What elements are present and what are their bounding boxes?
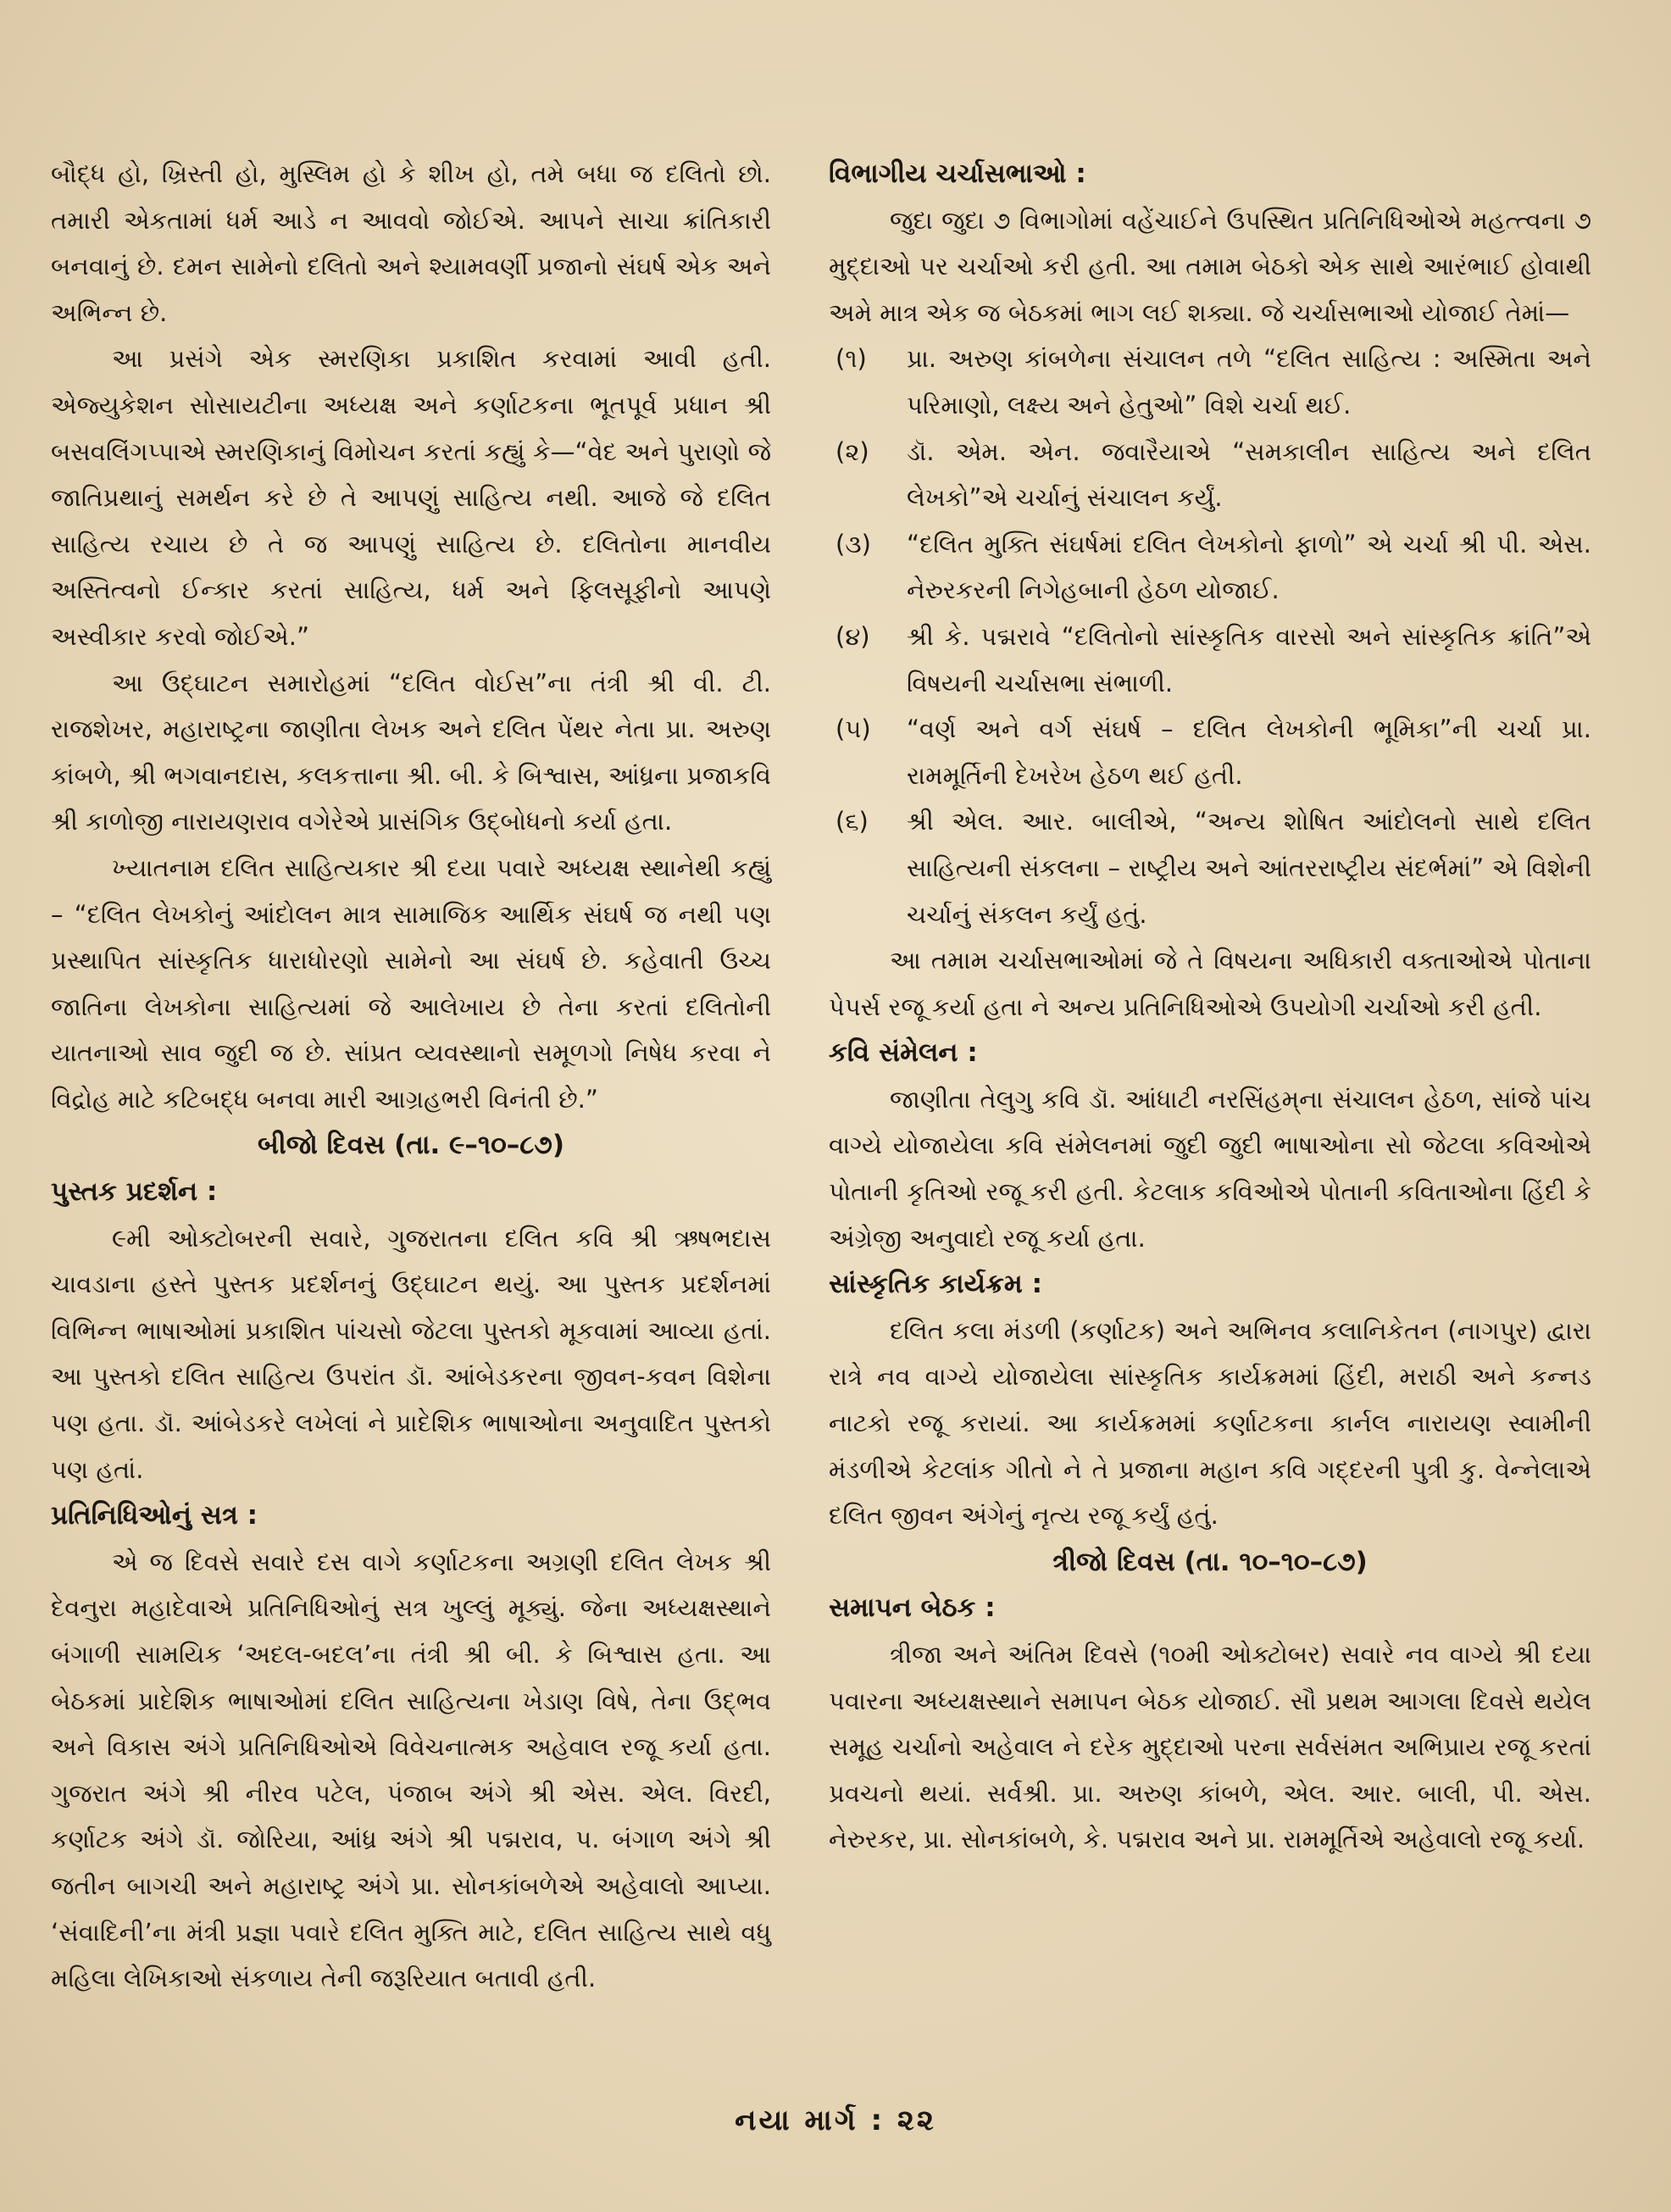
- seminars-intro: જુદા જુદા ૭ વિભાગોમાં વહેંચાઈને ઉપસ્થિત પ્રતિનિધિઓએ મહત્ત્વના ૭ મુદ્દાઓ પર ચર્ચાઓ કરી હતી. આ તમામ બેઠકો એક સાથે આરંભાઈ હોવાથી અમે માત્ર એક જ બેઠકમાં ભાગ લઈ શક્યા. જે ચર્ચાસભાઓ યોજાઈ તેમાં—: [829, 205, 1591, 327]
- list-item-number: (૨): [836, 436, 869, 466]
- list-item-text: ડૉ. એમ. એન. જવારૈયાએ “સમકાલીન સાહિત્ય અને દલિત લેખકો”એ ચર્ચાનું સંચાલન કર્યું.: [907, 436, 1591, 513]
- list-item: [829, 336, 1591, 428]
- list-item-text: “દલિત મુક્તિ સંઘર્ષમાં દલિત લેખકોનો ફાળો” એ ચર્ચા શ્રી પી. એસ. નેરુરકરની નિગેહબાની હેઠળ યોજાઈ.: [907, 529, 1591, 605]
- list-item: [829, 706, 1591, 798]
- book-exhibition-heading: પુસ્તક પ્રદર્શન :: [51, 1176, 218, 1208]
- list-item-number: (૧): [836, 344, 867, 374]
- cultural-program-paragraph: દલિત કલા મંડળી (કર્ણાટક) અને અભિનવ કલાનિકેતન (નાગપુર) દ્વારા રાત્રે નવ વાગ્યે યોજાયેલા સાંસ્કૃતિક કાર્યક્રમમાં હિંદી, મરાઠી અને કન્નડ નાટકો રજૂ કરાયાં. આ કાર્યક્રમમાં કર્ણાટકના કાર્નલ નારાયણ સ્વામીની મંડળીએ કેટલાંક ગીતો ને તે પ્રજાના મહાન કવિ ગદ્દરની પુત્રી કુ. વેન્નેલાએ દલિત જીવન અંગેનું નૃત્ય રજૂ કર્યું હતું.: [829, 1315, 1591, 1531]
- closing-session-heading: સમાપન બેઠક :: [829, 1592, 996, 1624]
- list-item-text: શ્રી એલ. આર. બાલીએ, “અન્ય શોષિત આંદોલનો સાથે દલિત સાહિત્યની સંકલના – રાષ્ટ્રીય અને આંતરરાષ્ટ્રીય સંદર્ભમાં” એ વિશેની ચર્ચાનું સંકલન કર્યું હતું.: [907, 807, 1591, 929]
- list-item-text: પ્રા. અરુણ કાંબળેના સંચાલન તળે “દલિત સાહિત્ય : અસ્મિતા અને પરિમાણો, લક્ષ્ય અને હેતુઓ” વિશે ચર્ચા થઈ.: [907, 344, 1591, 420]
- list-item-number: (૪): [836, 621, 870, 651]
- poets-meet-heading: કવિ સંમેલન :: [829, 1037, 978, 1069]
- day-two-heading: બીજો દિવસ (તા. ૯–૧૦–૮૭): [257, 1130, 565, 1161]
- list-item-number: (૩): [836, 529, 871, 559]
- delegates-session-heading: પ્રતિનિધિઓનું સત્ર :: [51, 1500, 258, 1531]
- delegates-session-paragraph: એ જ દિવસે સવારે દસ વાગે કર્ણાટકના અગ્રણી દલિત લેખક શ્રી દેવનુરા મહાદેવાએ પ્રતિનિધિઓનું સત્ર ખુલ્લું મૂક્યું. જેના અધ્યક્ષસ્થાને બંગાળી સામયિક ‘અદલ-બદલ’ના તંત્રી શ્રી બી. કે બિશ્વાસ હતા. આ બેઠકમાં પ્રાદેશિક ભાષાઓમાં દલિત સાહિત્યના ખેડાણ વિષે, તેના ઉદ્‌ભવ અને વિકાસ અંગે પ્રતિનિધિઓએ વિવેચનાત્મક અહેવાલ રજૂ કર્યા હતા. ગુજરાત અંગે શ્રી નીરવ પટેલ, પંજાબ અંગે શ્રી એસ. એલ. વિરદી, કર્ણાટક અંગે ડૉ. જોરિયા, આંધ્ર અંગે શ્રી પદ્મરાવ, પ. બંગાળ અંગે શ્રી જતીન બાગચી અને મહારાષ્ટ્ર અંગે પ્રા. સોનકાંબળેએ અહેવાલો આપ્યા. ‘સંવાદિની’ના મંત્રી પ્રજ્ઞા પવારે દલિત મુક્તિ માટે, દલિત સાહિત્ય સાથે વધુ મહિલા લેખિકાઓ સંકળાય તેની જરૂરિયાત બતાવી હતી.: [51, 1547, 772, 1993]
- closing-session-paragraph: ત્રીજા અને અંતિમ દિવસે (૧૦મી ઓક્ટોબર) સવારે નવ વાગ્યે શ્રી દયા પવારના અધ્યક્ષસ્થાને સમાપન બેઠક યોજાઈ. સૌ પ્રથમ આગલા દિવસે થયેલ સમૂહ ચર્ચાનો અહેવાલ ને દરેક મુદ્દાઓ પરના સર્વસંમત અભિપ્રાય રજૂ કરતાં પ્રવચનો થયાં. સર્વશ્રી. પ્રા. અરુણ કાંબળે, એલ. આર. બાલી, પી. એસ. નેરુરકર, પ્રા. સોનકાંબળે, કે. પદ્મરાવ અને પ્રા. રામમૂર્તિએ અહેવાલો રજૂ કર્યા.: [829, 1640, 1591, 1854]
- day-three-heading: ત્રીજો દિવસ (તા. ૧૦–૧૦–૮૭): [1052, 1546, 1368, 1577]
- list-item-text: શ્રી કે. પદ્મરાવે “દલિતોનો સાંસ્કૃતિક વારસો અને સાંસ્કૃતિક ક્રાંતિ”એ વિષયની ચર્ચાસભા સંભાળી.: [907, 621, 1591, 698]
- list-item-number: (૫): [836, 714, 871, 744]
- right-column: [829, 151, 1591, 1863]
- seminar-list: [829, 336, 1591, 937]
- left-column: [51, 151, 771, 2002]
- souvenir-paragraph: આ પ્રસંગે એક સ્મરણિકા પ્રકાશિત કરવામાં આવી હતી. એજ્યુકેશન સોસાયટીના અધ્યક્ષ અને કર્ણાટકના ભૂતપૂર્વ પ્રધાન શ્રી બસવલિંગપ્પાએ સ્મરણિકાનું વિમોચન કરતાં કહ્યું કે—“વેદ અને પુરાણો જે જાતિપ્રથાનું સમર્થન કરે છે તે આપણું સાહિત્ય નથી. આજે જે દલિત સાહિત્ય રચાય છે તે જ આપણું સાહિત્ય છે. દલિતોના માનવીય અસ્તિત્વનો ઈન્કાર કરતાં સાહિત્ય, ધર્મ અને ફિલસૂફીનો આપણે અસ્વીકાર કરવો જોઈએ.”: [51, 344, 771, 651]
- page-footer: નયા માર્ગ : ૨૨: [735, 2104, 936, 2137]
- intro-paragraph: બૌદ્ધ હો, ખ્રિસ્તી હો, મુસ્લિમ હો કે શીખ હો, તમે બધા જ દલિતો છો. તમારી એકતામાં ધર્મ આડે ન આવવો જોઈએ. આપને સાચા ક્રાંતિકારી બનવાનું છે. દમન સામેનો દલિતો અને શ્યામવર્ણી પ્રજાનો સંઘર્ષ એક અને અભિન્ન છે.: [51, 159, 771, 327]
- poets-meet-paragraph: જાણીતા તેલુગુ કવિ ડૉ. આંધાટી નરસિંહમ્‌ના સંચાલન હેઠળ, સાંજે પાંચ વાગ્યે યોજાયેલા કવિ સંમેલનમાં જુદી જુદી ભાષાઓના સો જેટલા કવિઓએ પોતાની કૃતિઓ રજૂ કરી હતી. કેટલાક કવિઓએ પોતાની કવિતાઓના હિંદી કે અંગ્રેજી અનુવાદો રજૂ કર્યા હતા.: [829, 1084, 1591, 1253]
- list-item: [829, 429, 1591, 521]
- seminars-heading: વિભાગીય ચર્ચાસભાઓ :: [829, 158, 1086, 189]
- list-item-number: (૬): [836, 807, 869, 836]
- list-item-text: “વર્ણ અને વર્ગ સંઘર્ષ – દલિત લેખકોની ભૂમિકા”ની ચર્ચા પ્રા. રામમૂર્તિની દેખરેખ હેઠળ થઈ હતી.: [907, 714, 1591, 790]
- cultural-program-heading: સાંસ્કૃતિક કાર્યક્રમ :: [829, 1269, 1043, 1300]
- book-exhibition-paragraph: ૯મી ઓક્ટોબરની સવારે, ગુજરાતના દલિત કવિ શ્રી ઋષભદાસ ચાવડાના હસ્તે પુસ્તક પ્રદર્શનનું ઉદ્‌ઘાટન થયું. આ પુસ્તક પ્રદર્શનમાં વિભિન્ન ભાષાઓમાં પ્રકાશિત પાંચસો જેટલા પુસ્તકો મૂકવામાં આવ્યા હતાં. આ પુસ્તકો દલિત સાહિત્ય ઉપરાંત ડૉ. આંબેડકરના જીવન-કવન વિશેના પણ હતા. ડૉ. આંબેડકરે લખેલાં ને પ્રાદેશિક ભાષાઓના અનુવાદિત પુસ્તકો પણ હતાં.: [51, 1223, 771, 1484]
- list-item: [829, 521, 1591, 614]
- list-item: [829, 798, 1591, 937]
- list-item: [829, 614, 1591, 706]
- president-speech-paragraph: ખ્યાતનામ દલિત સાહિત્યકાર શ્રી દયા પવારે અધ્યક્ષ સ્થાનેથી કહ્યું – “દલિત લેખકોનું આંદોલન માત્ર સામાજિક આર્થિક સંઘર્ષ જ નથી પણ પ્રસ્થાપિત સાંસ્કૃતિક ધારાધોરણો સામેનો આ સંઘર્ષ છે. કહેવાતી ઉચ્ચ જાતિના લેખકોના સાહિત્યમાં જે આલેખાય છે તેના કરતાં દલિતોની યાતનાઓ સાવ જુદી જ છે. સાંપ્રત વ્યવસ્થાનો સમૂળગો નિષેધ કરવા ને વિદ્રોહ માટે કટિબદ્ધ બનવા મારી આગ્રહભરી વિનંતી છે.”: [51, 853, 771, 1114]
- seminars-closing-paragraph: આ તમામ ચર્ચાસભાઓમાં જે તે વિષયના અધિકારી વક્તાઓએ પોતાના પેપર્સ રજૂ કર્યા હતા ને અન્ય પ્રતિનિધિઓએ ઉપયોગી ચર્ચાઓ કરી હતી.: [829, 946, 1591, 1021]
- inauguration-paragraph: આ ઉદ્‌ઘાટન સમારોહમાં “દલિત વોઈસ”ના તંત્રી શ્રી વી. ટી. રાજશેખર, મહારાષ્ટ્રના જાણીતા લેખક અને દલિત પેંથર નેતા પ્રા. અરુણ કાંબળે, શ્રી ભગવાનદાસ, કલકત્તાના શ્રી. બી. કે બિશ્વાસ, આંધ્રના પ્રજાકવિ શ્રી કાળોજી નારાયણરાવ વગેરેએ પ્રાસંગિક ઉદ્‌બોધનો કર્યા હતા.: [51, 668, 771, 836]
